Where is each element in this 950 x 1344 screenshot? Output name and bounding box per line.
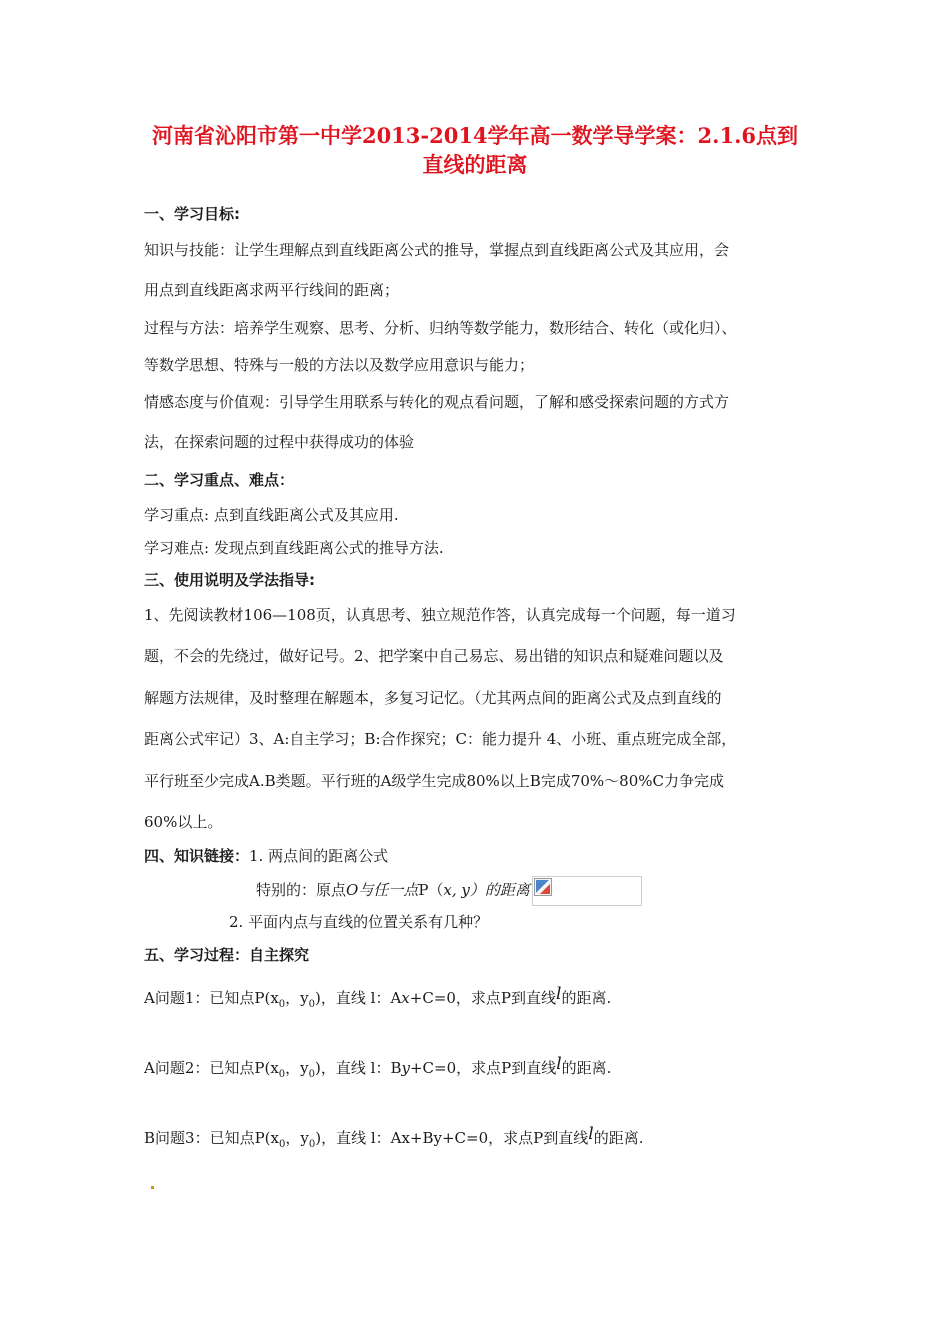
special-xy: x, y (443, 881, 470, 899)
section-heading-keypoints: 二、学习重点、难点： (144, 471, 295, 489)
section-heading-process: 五、学习过程：自主探究 (144, 946, 310, 964)
special-suffix: ）的距离 (469, 881, 530, 899)
problem-1-text-c: )，直线 l：A (315, 989, 402, 1007)
broken-image-icon (534, 878, 552, 896)
objective-line-3: 过程与方法：培养学生观察、思考、分析、归纳等数学能力，数形结合、转化（或化归）、 (144, 319, 737, 337)
problem-3-text-c: )，直线 l：Ax+By+C=0，求点P到直线 (315, 1129, 589, 1147)
problem-1-text-b: ，y (285, 989, 309, 1007)
knowledge-item-2: 2. 平面内点与直线的位置关系有几种？ (229, 913, 489, 931)
subscript-0: 0 (308, 999, 316, 1010)
section-heading-instructions: 三、使用说明及学法指导: (144, 571, 315, 589)
instruction-line-2: 题，不会的先绕过，做好记号。2、把学案中自己易忘、易出错的知识点和疑难问题以及 (144, 647, 724, 665)
problem-2-text-a: 已知点P(x (209, 1059, 279, 1077)
objective-line-4: 等数学思想、特殊与一般的方法以及数学应用意识与能力； (144, 356, 535, 374)
problem-1-text-a: 已知点P(x (209, 989, 279, 1007)
instruction-line-6: 60%以上。 (144, 813, 223, 831)
subscript-0: 0 (278, 999, 286, 1010)
problem-3-label: B问题3： (144, 1129, 210, 1147)
objective-line-1: 知识与技能：让学生理解点到直线距离公式的推导，掌握点到直线距离公式及其应用，会 (144, 241, 730, 259)
section-heading-objectives: 一、学习目标: (144, 205, 240, 223)
formula-image-placeholder (532, 876, 642, 906)
special-mid: P（ (418, 881, 444, 899)
problem-1-label: A问题1： (144, 989, 210, 1007)
objective-line-6: 法，在探索问题的过程中获得成功的体验 (144, 433, 415, 451)
problem-3 (144, 1124, 643, 1155)
special-prefix: 特别的：原点 (256, 881, 347, 899)
line-l-symbol: l (588, 1124, 594, 1144)
keypoint-line-2: 学习难点: 发现点到直线距离公式的推导方法. (144, 539, 444, 557)
subscript-0: 0 (308, 1139, 316, 1150)
subscript-0: 0 (278, 1139, 286, 1150)
special-italic: O与任一点 (346, 881, 419, 899)
line-l-symbol: l (556, 984, 562, 1004)
instruction-line-3: 解题方法规律，及时整理在解题本，多复习记忆。（尤其两点间的距离公式及点到直线的 (144, 689, 722, 707)
problem-1-variable: x (401, 989, 410, 1007)
stray-mark (151, 1186, 154, 1189)
problem-2-text-d: +C=0，求点P到直线 (409, 1059, 557, 1077)
problem-3-text-b: ，y (285, 1129, 309, 1147)
problem-1-text-e: 的距离. (561, 989, 612, 1007)
problem-2-text-e: 的距离. (561, 1059, 612, 1077)
knowledge-item-1: 1. 两点间的距离公式 (249, 847, 389, 865)
problem-1 (144, 984, 611, 1015)
document-title-line2: 直线的距离 (422, 152, 528, 177)
instruction-line-4: 距离公式牢记）3、A:自主学习；B:合作探究；C：能力提升 4、小班、重点班完成全部， (144, 730, 737, 748)
special-case-row (256, 876, 642, 906)
problem-2-text-c: )，直线 l：B (315, 1059, 402, 1077)
subscript-0: 0 (308, 1069, 316, 1080)
instruction-line-5: 平行班至少完成A.B类题。平行班的A级学生完成80%以上B完成70%～80%C力争完成 (144, 772, 724, 790)
section-heading-knowledge: 四、知识链接： (144, 847, 250, 865)
problem-2-label: A问题2： (144, 1059, 210, 1077)
subscript-0: 0 (278, 1069, 286, 1080)
line-l-symbol: l (556, 1054, 562, 1074)
problem-3-text-e: 的距离. (593, 1129, 644, 1147)
problem-2-variable: y (401, 1059, 410, 1077)
problem-2-text-b: ，y (285, 1059, 309, 1077)
document-title-line1: 河南省沁阳市第一中学2013-2014学年高一数学导学案：2.1.6点到 (151, 123, 799, 148)
keypoint-line-1: 学习重点: 点到直线距离公式及其应用. (144, 506, 399, 524)
knowledge-link-row (144, 846, 388, 866)
instruction-line-1: 1、先阅读教材106—108页，认真思考、独立规范作答，认真完成每一个问题，每一道习 (144, 606, 736, 624)
objective-line-5: 情感态度与价值观：引导学生用联系与转化的观点看问题，了解和感受探索问题的方式方 (144, 393, 730, 411)
problem-2 (144, 1054, 611, 1085)
problem-1-text-d: +C=0，求点P到直线 (409, 989, 557, 1007)
objective-line-2: 用点到直线距离求两平行线间的距离； (144, 281, 400, 299)
problem-3-text-a: 已知点P(x (209, 1129, 279, 1147)
